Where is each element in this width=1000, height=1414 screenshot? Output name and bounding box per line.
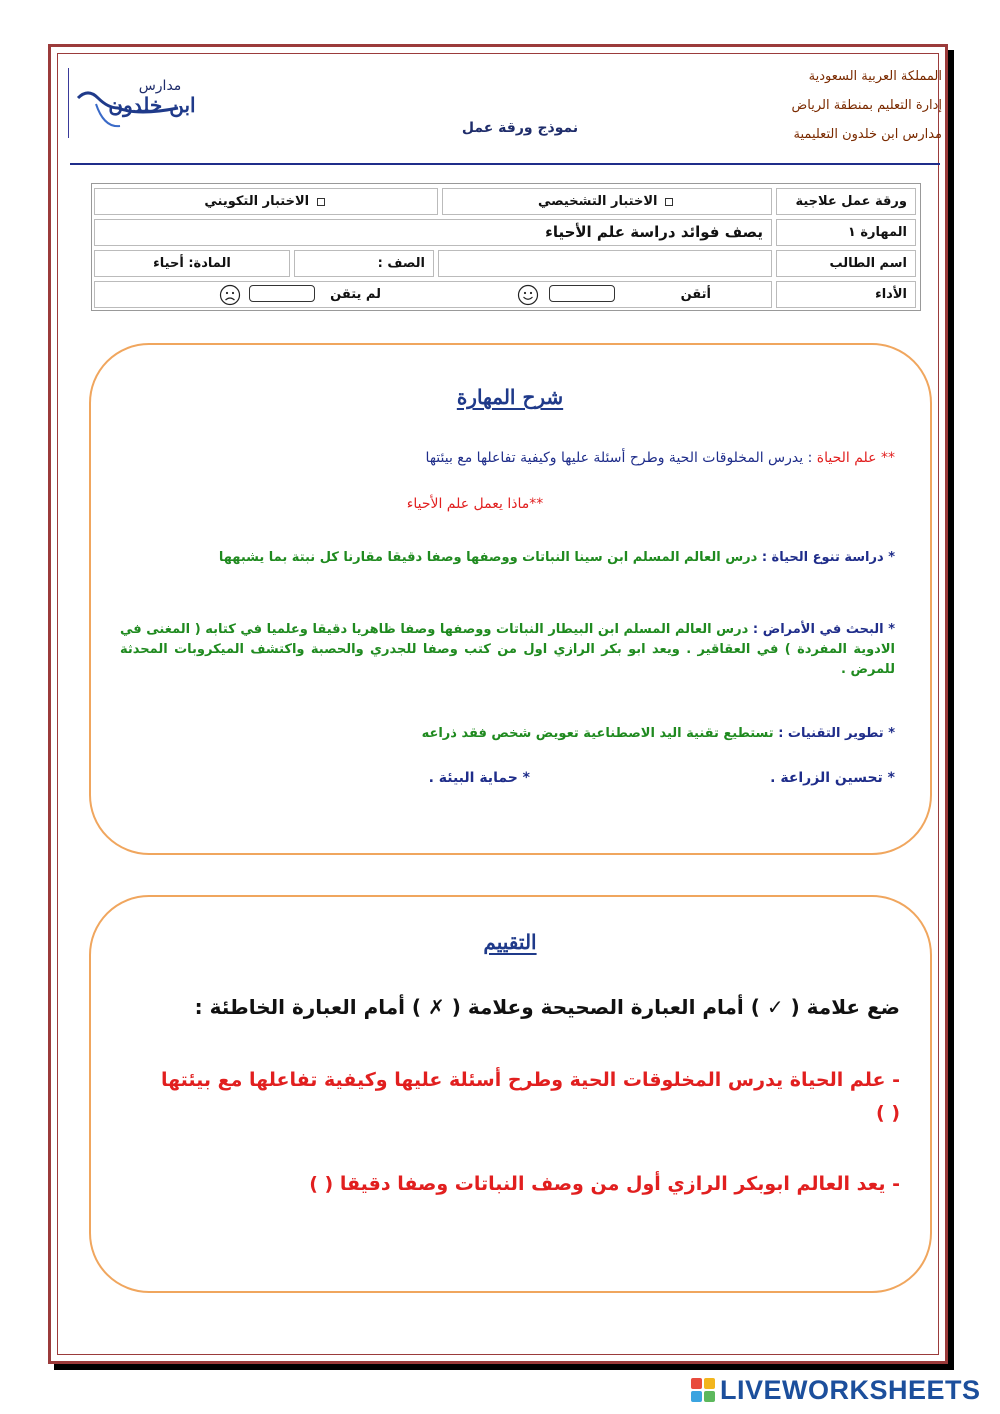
biology-term: ** علم الحياة bbox=[816, 450, 895, 466]
skill-number-label: المهارة ١ bbox=[776, 219, 916, 246]
school-logo-graphic bbox=[68, 68, 200, 138]
mastered-label: أتقن bbox=[680, 287, 711, 302]
item-diseases-text: درس العالم المسلم ابن البيطار النباتات ووصفها وصفا ظاهريا دقيقا وعلميا في كتابه ( المغنى في الادوية المفردة ) في العقاقير . ويعد ابو بكر الرازي اول من كتب وصفا للجدري والحصبة واكتشف الميكروبات المحدثة للمرض . bbox=[120, 622, 895, 678]
administration-name: إدارة التعليم بمنطقة الرياض bbox=[791, 98, 942, 113]
class-field[interactable]: الصف : bbox=[294, 250, 434, 277]
smiley-face-icon bbox=[517, 284, 539, 306]
not-mastered-answer-box[interactable] bbox=[249, 285, 315, 302]
item-agriculture: * تحسين الزراعة . bbox=[770, 770, 895, 786]
performance-label: الأداء bbox=[776, 281, 916, 308]
biology-definition bbox=[120, 448, 895, 470]
info-row-skill bbox=[96, 219, 916, 246]
school-logo bbox=[68, 68, 200, 138]
info-row-student bbox=[96, 250, 916, 277]
item-diversity-text: درس العالم المسلم ابن سينا النباتات ووصفها وصفا دقيقا مقارنا كل نبتة بما يشبهها bbox=[218, 550, 758, 565]
info-row-worksheet bbox=[96, 188, 916, 215]
diagnostic-checkbox[interactable] bbox=[665, 198, 673, 206]
student-name-input[interactable] bbox=[438, 250, 772, 277]
logo-line1: مدارس bbox=[138, 78, 182, 94]
item-technology-text: تستطيع تقنية اليد الاصطناعية تعويض شخص فقد ذراعه bbox=[421, 726, 774, 741]
item-diversity-title: * دراسة تنوع الحياة : bbox=[761, 550, 895, 565]
item-technology bbox=[120, 724, 895, 744]
sad-face-icon bbox=[219, 284, 241, 306]
formative-checkbox[interactable] bbox=[317, 198, 325, 206]
header-school-info bbox=[720, 62, 942, 149]
liveworksheets-logo-icon bbox=[690, 1377, 716, 1403]
biology-definition-text: : يدرس المخلوقات الحية وطرح أسئلة عليها وكيفية تفاعلها مع بيئتها bbox=[425, 450, 813, 466]
liveworksheets-brand bbox=[690, 1374, 990, 1406]
item-technology-title: * تطوير التقنيات : bbox=[778, 726, 895, 741]
info-table bbox=[91, 183, 921, 311]
form-title: نموذج ورقة عمل bbox=[461, 120, 579, 136]
liveworksheets-wordmark: LIVEWORKSHEETS bbox=[720, 1374, 981, 1405]
skill-description: يصف فوائد دراسة علم الأحياء bbox=[94, 219, 772, 246]
worksheet-type-label: ورقة عمل علاجية bbox=[776, 188, 916, 215]
info-row-performance bbox=[96, 281, 916, 308]
statement-2[interactable]: - يعد العالم ابوبكر الرازي أول من وصف النباتات وصفا دقيقا ( ) bbox=[309, 1173, 900, 1195]
statement-1[interactable]: - علم الحياة يدرس المخلوقات الحية وطرح أسئلة عليها وكيفية تفاعلها مع بيئتها ( ) bbox=[160, 1069, 900, 1125]
header-divider bbox=[70, 163, 940, 165]
kingdom-name: المملكة العربية السعودية bbox=[808, 69, 942, 84]
evaluation-instruction: ضع علامة ( ✓ ) أمام العبارة الصحيحة وعلامة ( ✗ ) أمام العبارة الخاطئة : bbox=[194, 995, 900, 1019]
student-name-label: اسم الطالب bbox=[776, 250, 916, 277]
diagnostic-test-label: الاختبار التشخيصي bbox=[537, 194, 658, 209]
diagnostic-test-option[interactable] bbox=[442, 188, 772, 215]
mastered-answer-box[interactable] bbox=[549, 285, 615, 302]
not-mastered-label: لم يتقن bbox=[330, 287, 381, 302]
item-diseases-title: * البحث في الأمراض : bbox=[752, 622, 895, 637]
formative-test-label: الاختبار التكويني bbox=[204, 194, 310, 209]
performance-options bbox=[94, 281, 772, 308]
item-diversity bbox=[120, 548, 895, 568]
school-name: مدارس ابن خلدون التعليمية bbox=[793, 127, 942, 142]
explanation-heading: شرح المهارة bbox=[456, 385, 564, 409]
subject-field: المادة: أحياء bbox=[94, 250, 290, 277]
item-diseases bbox=[120, 620, 895, 680]
item-environment: * حماية البيئة . bbox=[428, 770, 530, 786]
what-biology-does: **ماذا يعمل علم الأحياء bbox=[406, 496, 544, 512]
evaluation-heading: التقييم bbox=[483, 930, 537, 954]
logo-line2: ابن خلدون bbox=[108, 93, 196, 117]
formative-test-option[interactable] bbox=[94, 188, 438, 215]
